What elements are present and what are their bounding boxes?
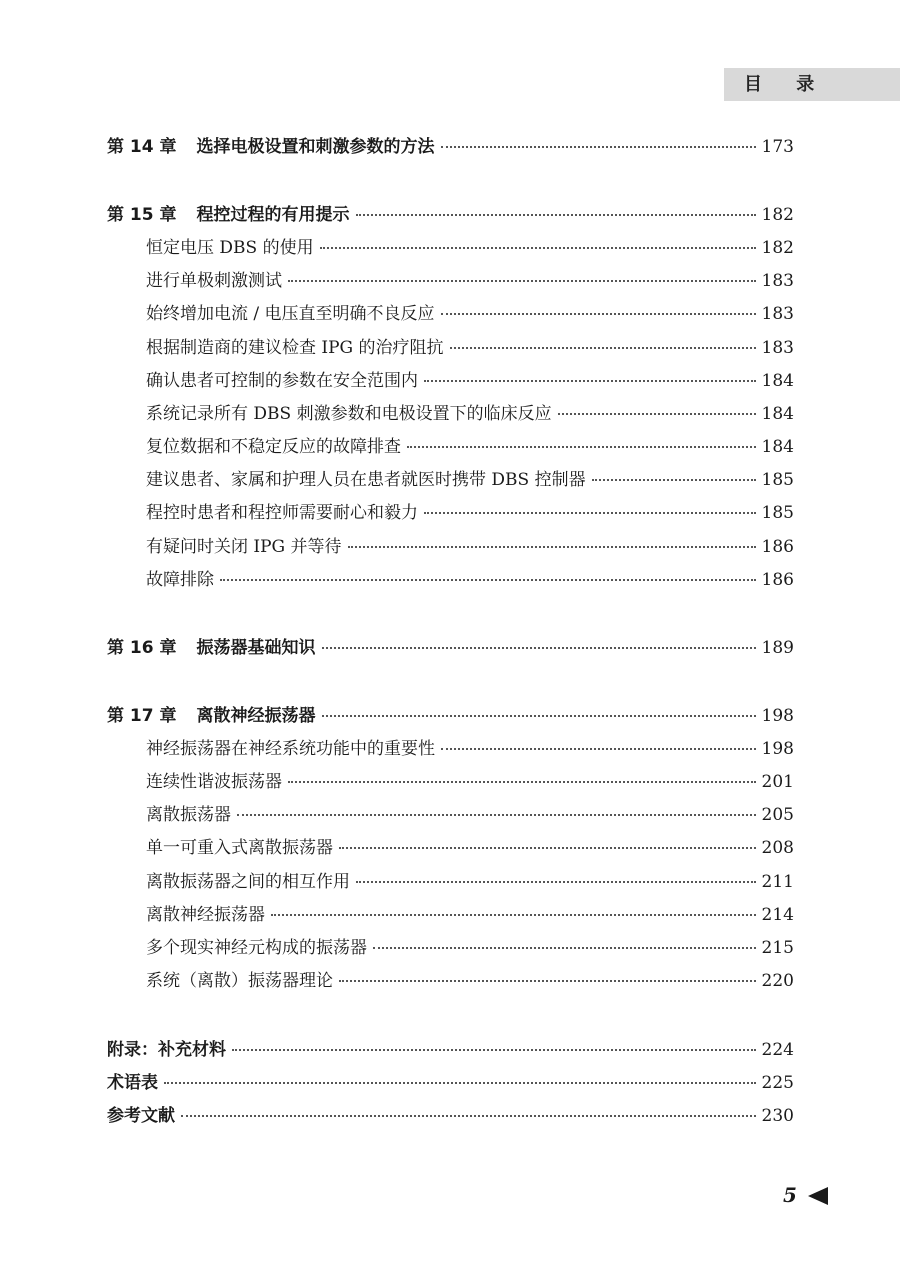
page-ref: 183 xyxy=(761,304,794,324)
toc-section-entry[interactable] xyxy=(146,266,794,290)
toc-chapter-entry[interactable] xyxy=(107,633,794,657)
section-title: 系统记录所有 DBS 刺激参数和电极设置下的临床反应 xyxy=(146,404,552,424)
toc-section-entry[interactable] xyxy=(146,299,794,323)
section-title: 故障排除 xyxy=(146,570,214,590)
dot-leader xyxy=(288,280,756,282)
dot-leader xyxy=(356,214,756,216)
dot-leader xyxy=(220,579,756,581)
toc-section-entry[interactable] xyxy=(146,867,794,891)
section-title: 根据制造商的建议检查 IPG 的治疗阻抗 xyxy=(146,338,444,358)
section-title: 离散振荡器 xyxy=(146,805,231,825)
toc-section-entry[interactable] xyxy=(146,233,794,257)
dot-leader xyxy=(441,748,756,750)
dot-leader xyxy=(441,313,756,315)
chapter-number: 第 17 章 xyxy=(107,706,177,726)
section-title: 离散神经振荡器 xyxy=(146,905,265,925)
appendix-title: 附录：补充材料 xyxy=(107,1040,226,1060)
dot-leader xyxy=(592,479,756,481)
page-ref: 201 xyxy=(761,772,794,792)
toc-section-entry[interactable] xyxy=(146,565,794,589)
chapter-title: 程控过程的有用提示 xyxy=(196,205,350,225)
toc-section-entry[interactable] xyxy=(146,532,794,556)
dot-leader xyxy=(237,814,756,816)
page-ref: 186 xyxy=(761,570,794,590)
chapter-number: 第 14 章 xyxy=(107,137,177,157)
page-ref: 183 xyxy=(761,338,794,358)
chapter-number: 第 15 章 xyxy=(107,205,177,225)
dot-leader xyxy=(441,146,756,148)
toc-section-entry[interactable] xyxy=(146,900,794,924)
toc-section-entry[interactable] xyxy=(146,767,794,791)
toc-section-entry[interactable] xyxy=(146,366,794,390)
page-ref: 184 xyxy=(761,437,794,457)
dot-leader xyxy=(339,847,756,849)
dot-leader xyxy=(373,947,756,949)
dot-leader xyxy=(424,380,756,382)
dot-leader xyxy=(450,347,756,349)
page-ref: 189 xyxy=(761,638,794,658)
dot-leader xyxy=(232,1049,756,1051)
page-ref: 215 xyxy=(761,938,794,958)
section-title: 系统（离散）振荡器理论 xyxy=(146,971,333,991)
dot-leader xyxy=(181,1115,756,1117)
toc-chapter-entry[interactable] xyxy=(107,200,794,224)
dot-leader xyxy=(424,512,756,514)
dot-leader xyxy=(356,881,756,883)
dot-leader xyxy=(322,647,756,649)
page-ref: 186 xyxy=(761,537,794,557)
page-ref: 230 xyxy=(761,1106,794,1126)
section-title: 单一可重入式离散振荡器 xyxy=(146,838,333,858)
toc-section-entry[interactable] xyxy=(146,333,794,357)
chapter-title: 离散神经振荡器 xyxy=(196,706,316,726)
appendix-title: 参考文献 xyxy=(107,1106,175,1126)
toc-section-entry[interactable] xyxy=(146,800,794,824)
page-ref: 225 xyxy=(761,1073,794,1093)
page-ref: 185 xyxy=(761,503,794,523)
page-ref: 173 xyxy=(761,137,794,157)
chapter-title: 选择电极设置和刺激参数的方法 xyxy=(196,137,435,157)
toc-section-entry[interactable] xyxy=(146,933,794,957)
toc-section-entry[interactable] xyxy=(146,432,794,456)
toc-section-entry[interactable] xyxy=(146,498,794,522)
page-ref: 182 xyxy=(761,205,794,225)
section-title: 离散振荡器之间的相互作用 xyxy=(146,872,350,892)
section-title: 连续性谐波振荡器 xyxy=(146,772,282,792)
appendix-title: 术语表 xyxy=(107,1073,158,1093)
section-title: 神经振荡器在神经系统功能中的重要性 xyxy=(146,739,435,759)
page-ref: 182 xyxy=(761,238,794,258)
page-ref: 198 xyxy=(761,706,794,726)
page-ref: 184 xyxy=(761,404,794,424)
toc-section-entry[interactable] xyxy=(146,734,794,758)
toc-appendix-entry[interactable] xyxy=(107,1068,794,1092)
page-ref: 183 xyxy=(761,271,794,291)
toc-section-entry[interactable] xyxy=(146,833,794,857)
page-ref: 185 xyxy=(761,470,794,490)
left-triangle-icon xyxy=(808,1187,828,1205)
toc-chapter-entry[interactable] xyxy=(107,701,794,725)
dot-leader xyxy=(164,1082,756,1084)
page-ref: 214 xyxy=(761,905,794,925)
toc-appendix-entry[interactable] xyxy=(107,1035,794,1059)
dot-leader xyxy=(320,247,756,249)
section-title: 始终增加电流 / 电压直至明确不良反应 xyxy=(146,304,435,324)
toc-chapter-entry[interactable] xyxy=(107,132,794,156)
dot-leader xyxy=(322,715,756,717)
chapter-title: 振荡器基础知识 xyxy=(196,638,316,658)
section-title: 程控时患者和程控师需要耐心和毅力 xyxy=(146,503,418,523)
dot-leader xyxy=(339,980,756,982)
chapter-number: 第 16 章 xyxy=(107,638,177,658)
section-title: 有疑问时关闭 IPG 并等待 xyxy=(146,537,342,557)
section-title: 确认患者可控制的参数在安全范围内 xyxy=(146,371,418,391)
section-title: 多个现实神经元构成的振荡器 xyxy=(146,938,367,958)
toc-section-entry[interactable] xyxy=(146,966,794,990)
page-ref: 224 xyxy=(761,1040,794,1060)
page-ref: 220 xyxy=(761,971,794,991)
section-title: 进行单极刺激测试 xyxy=(146,271,282,291)
dot-leader xyxy=(407,446,756,448)
dot-leader xyxy=(348,546,756,548)
section-title: 复位数据和不稳定反应的故障排查 xyxy=(146,437,401,457)
page-ref: 184 xyxy=(761,371,794,391)
toc-section-entry[interactable] xyxy=(146,399,794,423)
page-ref: 211 xyxy=(761,872,794,892)
toc-appendix-entry[interactable] xyxy=(107,1101,794,1125)
page-ref: 205 xyxy=(761,805,794,825)
section-title: 恒定电压 DBS 的使用 xyxy=(146,238,314,258)
page-ref: 198 xyxy=(761,739,794,759)
dot-leader xyxy=(288,781,756,783)
toc-section-entry[interactable] xyxy=(146,465,794,489)
page-number: 5 xyxy=(783,1183,797,1207)
section-header-tab: 目 录 xyxy=(724,68,900,101)
section-title: 建议患者、家属和护理人员在患者就医时携带 DBS 控制器 xyxy=(146,470,586,490)
dot-leader xyxy=(558,413,756,415)
page-ref: 208 xyxy=(761,838,794,858)
dot-leader xyxy=(271,914,756,916)
